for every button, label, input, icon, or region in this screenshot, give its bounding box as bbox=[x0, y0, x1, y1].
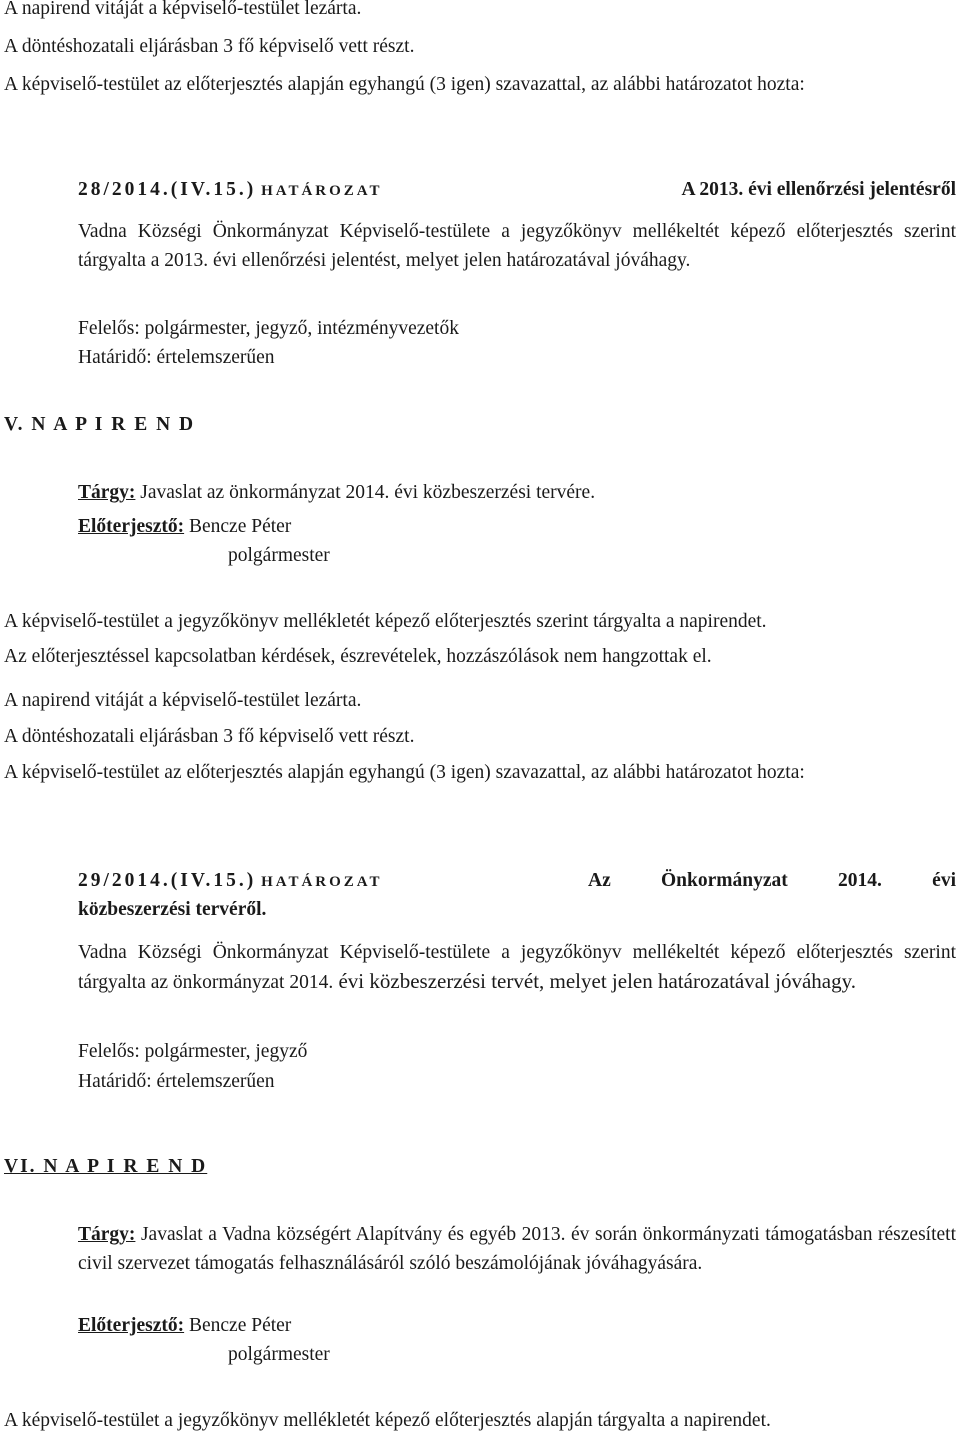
agenda-5-subject-text: Javaslat az önkormányzat 2014. évi közbeszerzési tervére. bbox=[135, 482, 596, 503]
top-line-1: A napirend vitáját a képviselő-testület lezárta. bbox=[4, 0, 362, 19]
top-line-3: A képviselő-testület az előterjesztés alapján egyhangú (3 igen) szavazattal, az alábbi határozatot hozta: bbox=[4, 74, 805, 95]
resolution-29-number: 29/2014.(IV.15.) bbox=[78, 870, 257, 891]
resolution-29-id bbox=[78, 866, 383, 897]
agenda-5-para-5: A képviselő-testület az előterjesztés alapján egyhangú (3 igen) szavazattal, az alábbi határozatot hozta: bbox=[4, 762, 805, 783]
resolution-29-body bbox=[78, 938, 956, 997]
agenda-5-para-1: A képviselő-testület a jegyzőkönyv mellékletét képező előterjesztés szerint tárgyalta a napirendet. bbox=[4, 611, 767, 632]
resolution-29-title-a: Az Önkormányzat 2014. évi bbox=[588, 870, 956, 891]
resolution-28-title: A 2013. évi ellenőrzési jelentésről bbox=[681, 179, 956, 200]
resolution-29-body-b: évi közbeszerzési tervét, melyet jelen határozatával jóváhagy. bbox=[333, 969, 857, 993]
agenda-6-presenter-role: polgármester bbox=[228, 1344, 330, 1365]
agenda-5-presenter-name: Bencze Péter bbox=[184, 516, 292, 537]
agenda-6-subject bbox=[78, 1220, 956, 1278]
resolution-29-title-b: közbeszerzési tervéről. bbox=[78, 899, 267, 920]
resolution-28-word: HATÁROZAT bbox=[261, 183, 383, 199]
agenda-6-subject-text: Javaslat a Vadna községért Alapítvány és egyéb 2013. év során önkormányzati támogatásban részesített civil szervezet támogatás felhasználásáról szóló beszámolójának jóváhagyására. bbox=[78, 1224, 956, 1274]
agenda-5-para-3: A napirend vitáját a képviselő-testület lezárta. bbox=[4, 690, 362, 711]
agenda-6-presenter-label: Előterjesztő: bbox=[78, 1315, 185, 1336]
resolution-28-header bbox=[78, 175, 956, 206]
resolution-29-felelos: Felelős: polgármester, jegyző bbox=[78, 1041, 308, 1062]
agenda-5-subject-label: Tárgy: bbox=[78, 482, 136, 503]
resolution-29-hatarido: Határidő: értelemszerűen bbox=[78, 1071, 275, 1092]
top-line-2: A döntéshozatali eljárásban 3 fő képviselő vett részt. bbox=[4, 36, 415, 57]
resolution-29-word: HATÁROZAT bbox=[261, 874, 383, 890]
agenda-6-presenter-name: Bencze Péter bbox=[184, 1315, 292, 1336]
agenda-5-para-2: Az előterjesztéssel kapcsolatban kérdések, észrevételek, hozzászólások nem hangzottak el. bbox=[4, 646, 712, 667]
resolution-28-id bbox=[78, 175, 383, 206]
agenda-5-subject bbox=[78, 478, 956, 507]
agenda-5-presenter-label: Előterjesztő: bbox=[78, 516, 185, 537]
agenda-6-para-1: A képviselő-testület a jegyzőkönyv mellékletét képező előterjesztés alapján tárgyalta a napirendet. bbox=[4, 1410, 771, 1431]
resolution-28-body: Vadna Községi Önkormányzat Képviselő-testülete a jegyzőkönyv mellékeltét képező előterjesztés szerint tárgyalta a 2013. évi ellenőrzési jelentést, melyet jelen határozatával jóváhagy. bbox=[78, 221, 956, 271]
agenda-6-presenter bbox=[78, 1311, 956, 1340]
agenda-5-presenter-role: polgármester bbox=[228, 545, 330, 566]
resolution-28-hatarido: Határidő: értelemszerűen bbox=[78, 347, 275, 368]
agenda-5-para-4: A döntéshozatali eljárásban 3 fő képviselő vett részt. bbox=[4, 726, 415, 747]
resolution-29-body-a: Vadna Községi Önkormányzat Képviselő-testülete a jegyzőkönyv mellékeltét képező előterjesztés szerint tárgyalta az önkormányzat 2014. bbox=[78, 942, 956, 993]
resolution-29-header bbox=[78, 866, 956, 897]
agenda-5-heading: V. N A P I R E N D bbox=[4, 414, 196, 435]
resolution-28-number: 28/2014.(IV.15.) bbox=[78, 179, 257, 200]
agenda-5-presenter bbox=[78, 512, 956, 541]
agenda-6-subject-label: Tárgy: bbox=[78, 1224, 136, 1245]
agenda-6-heading: VI. N A P I R E N D bbox=[4, 1156, 208, 1177]
resolution-28-felelos: Felelős: polgármester, jegyző, intézményvezetők bbox=[78, 318, 459, 339]
